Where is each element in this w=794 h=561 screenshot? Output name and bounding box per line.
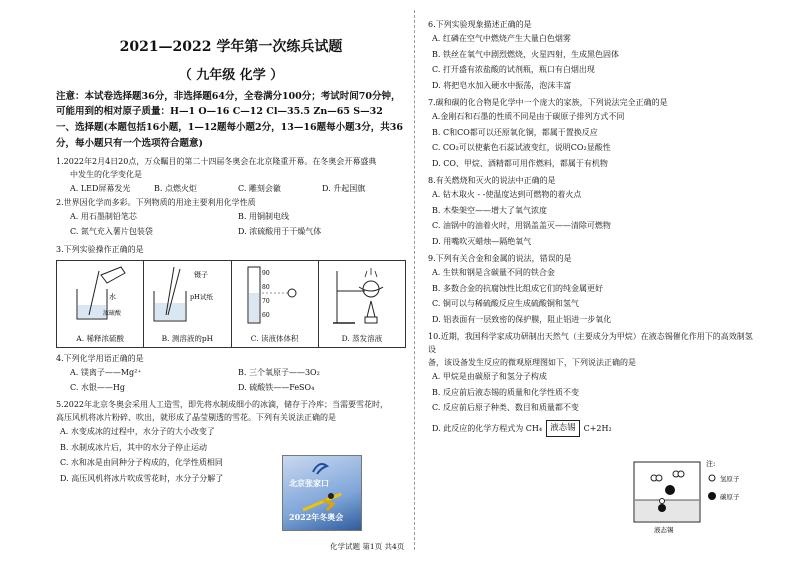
q3-lab-figures	[56, 260, 406, 348]
evaporation-illustration-icon	[325, 265, 401, 325]
microscopic-reaction-illustration-icon	[632, 456, 752, 536]
ph-test-illustration-icon	[150, 265, 226, 325]
q10-d-prefix: D. 此反应的化学方程式为 CH₄	[432, 423, 543, 433]
lab-figure-a	[57, 261, 144, 347]
legend-hydrogen: 氢原子	[720, 475, 740, 483]
lab-figure-c	[232, 261, 319, 347]
q8-option-a: A. 钻木取火 - -使温度达到可燃物的着火点	[432, 190, 582, 199]
tick-60: 60	[261, 312, 270, 319]
skier-icon	[283, 488, 361, 514]
q4-options-row1	[56, 365, 406, 380]
column-divider	[414, 10, 415, 550]
lab-caption-a: A. 稀释浓硫酸	[76, 334, 124, 343]
q2-options-row2	[56, 224, 406, 239]
legend-carbon: 碳原子	[720, 493, 740, 501]
q7-option-d: D. CO、甲烷、酒精都可用作燃料，都属于有机物	[432, 158, 608, 168]
q3-stem: 3.下列实验操作正确的是	[56, 245, 144, 254]
q5-option-b: B. 水制成冰片后，其中的水分子停止运动	[60, 442, 207, 452]
poster-text-city: 北京张家口	[289, 478, 329, 488]
q7-option-c: C. CO₂可以使紫色石蕊试液变红，说明CO₂显酸性	[432, 143, 611, 152]
winter-olympics-poster	[282, 455, 362, 531]
olympics-emblem-icon	[283, 458, 361, 478]
reaction-diagram	[632, 456, 752, 536]
tick-80: 80	[261, 284, 270, 291]
q10-stem-a: 10.近期，我国科学家成功研制出天然气（主要成分为甲烷）在液态锡催化作用下的高效制氢设	[428, 332, 753, 354]
q8-option-c: C. 油锅中的油着火时，用锅盖盖灭——清除可燃物	[432, 221, 611, 230]
q1-option-b: B. 点燃火炬	[154, 184, 197, 193]
q10-option-b: B. 反应前后液态锡的质量和化学性质不变	[432, 387, 579, 397]
label-water: 水	[109, 293, 116, 301]
q4-option-a: A. 镁离子——Mg²⁺	[70, 368, 142, 377]
q10-option-d	[428, 420, 612, 438]
q1-option-c: C. 雕刻会徽	[238, 184, 281, 193]
q1-stem-b: 中发生的化学变化是	[70, 170, 142, 179]
q2-options-row1	[56, 209, 406, 224]
q7-option-a: A.金刚石和石墨的性质不同是由于碳原子排列方式不同	[432, 112, 625, 121]
q10-d-suffix: C+2H₂	[583, 423, 612, 433]
q1-option-d: D. 升起国旗	[322, 184, 366, 193]
q2-option-c: C. 氮气充入薯片包装袋	[70, 227, 153, 236]
q10-stem-b: 备，该设备发生反应的微观原理图如下，下列说法正确的是	[428, 358, 636, 367]
label-tweezers: 镊子	[194, 271, 209, 279]
q10-d-catalyst: 液态锡	[546, 420, 580, 438]
lab-caption-d: D. 蒸发溶液	[341, 334, 383, 343]
q9-option-d: D. 铝表面有一层致密的保护膜，阻止铝进一步氧化	[432, 314, 612, 324]
q5-option-c: C. 水和冰是由同种分子构成的，化学性质相同	[60, 458, 223, 467]
poster-text-games: 2022年冬奥会	[289, 512, 344, 522]
q2-option-d: D. 浓硫酸用于干燥气体	[238, 227, 322, 236]
q4-stem: 4.下列化学用语正确的是	[56, 354, 144, 363]
q6-option-b: B. 铁丝在氧气中剧烈燃烧，火星四射，生成黑色固体	[432, 49, 619, 59]
q2-option-b: B. 用铜制电线	[238, 212, 289, 221]
q6-option-d: D. 将把皂水加入硬水中振荡，泡沫丰富	[432, 80, 572, 90]
right-column	[428, 18, 758, 437]
q4-options-row2	[56, 380, 406, 395]
label-liquid-tin: 液态锡	[654, 526, 674, 534]
label-conc-acid: 浓硫酸	[103, 310, 122, 317]
q5-stem-a: 5.2022年北京冬奥会采用人工造雪，即先将水制成细小的冰滴，储存于冷库；当需要雪花时，	[56, 400, 388, 409]
q8-option-d: D. 用嘴吹灭蜡烛—隔绝氧气	[432, 236, 532, 246]
q1-stem-a: 1.2022年2月4日20点，万众瞩目的第二十四届冬奥会在北京隆重开幕。在冬奥会开幕盛典	[56, 157, 377, 166]
q9-stem: 9.下列有关合金和金属的说法，错误的是	[428, 254, 572, 263]
q5-option-d: D. 高压风机将冰片吹成雪花时，水分子分解了	[60, 473, 224, 483]
q4-option-d: D. 硫酸铁——FeSO₄	[238, 383, 315, 392]
tick-90: 90	[261, 270, 270, 277]
q7-stem: 7.碳和碳的化合物是化学中一个庞大的家族，下列说法完全正确的是	[428, 98, 668, 107]
cylinder-reading-illustration-icon	[238, 265, 314, 325]
q10-option-a: A. 甲烷是由碳原子和氢分子构成	[432, 372, 547, 381]
label-ph-paper: pH试纸	[190, 293, 214, 301]
lab-caption-b: B. 测溶液的pH	[161, 334, 214, 343]
q9-option-a: A. 生铁和钢是含碳量不同的铁合金	[432, 268, 555, 277]
q6-stem: 6.下列实验现象描述正确的是	[428, 20, 532, 29]
lab-figure-d	[319, 261, 405, 347]
notice-line-2: 可能用到的相对原子质量：H—1 O—16 C—12 Cl—35.5 Zn—65 S—32	[56, 106, 383, 117]
q9-option-b: B. 多数合金的抗腐蚀性比组成它们的纯金属更好	[432, 283, 603, 293]
q2-option-a: A. 用石墨制铅笔芯	[70, 212, 137, 221]
exam-subtitle: （ 九年级 化学 ）	[178, 68, 284, 83]
q5-option-a: A. 水变成冰的过程中，水分子的大小改变了	[60, 427, 215, 436]
q6-option-a: A. 红磷在空气中燃烧产生大量白色烟雾	[432, 34, 571, 43]
q9-option-c: C. 铜可以与稀硫酸反应生成硫酸铜和氢气	[432, 299, 579, 308]
q4-option-c: C. 水银——Hg	[70, 383, 126, 392]
exam-title: 2021—2022 学年第一次练兵试题	[119, 39, 343, 55]
q10-option-c: C. 反应前后原子种类、数目和质量都不变	[432, 403, 579, 412]
legend-note: 注:	[706, 460, 716, 468]
q8-option-b: B. 木柴架空——增大了氧气浓度	[432, 205, 547, 215]
page-footer: 化学试题 第1页 共4页	[330, 542, 405, 551]
q4-option-b: B. 三个氧原子——3O₂	[238, 368, 320, 377]
q6-option-c: C. 打开盛有浓盐酸的试剂瓶，瓶口有白烟出现	[432, 65, 595, 74]
q1-options	[56, 181, 406, 196]
q7-option-b: B. C和CO都可以还原氧化铜，都属于置换反应	[432, 127, 598, 137]
tick-70: 70	[261, 298, 270, 305]
q2-stem: 2.世界因化学而多彩。下列物质的用途主要利用化学性质	[56, 198, 256, 207]
notice-line-1: 注意：本试卷选择题36分，非选择题64分，全卷满分100分；考试时间70分钟，	[56, 91, 401, 102]
lab-caption-c: C. 读液体体积	[250, 334, 299, 343]
section-heading-b: 分，每小题只有一个选项符合题意)	[56, 138, 203, 149]
dilution-illustration-icon	[63, 265, 139, 325]
left-column	[56, 18, 406, 486]
lab-figure-b	[144, 261, 231, 347]
q1-option-a: A. LED屏幕发光	[70, 184, 131, 193]
q5-stem-b: 高压风机将冰片粉碎、吹出，就形成了晶莹剔透的雪花。下列有关说法正确的是	[56, 413, 336, 422]
section-heading-a: 一、选择题(本题包括16小题，1—12题每小题2分，13—16题每小题3分，共36	[56, 122, 403, 133]
q8-stem: 8.有关燃烧和灭火的说法中正确的是	[428, 176, 556, 185]
